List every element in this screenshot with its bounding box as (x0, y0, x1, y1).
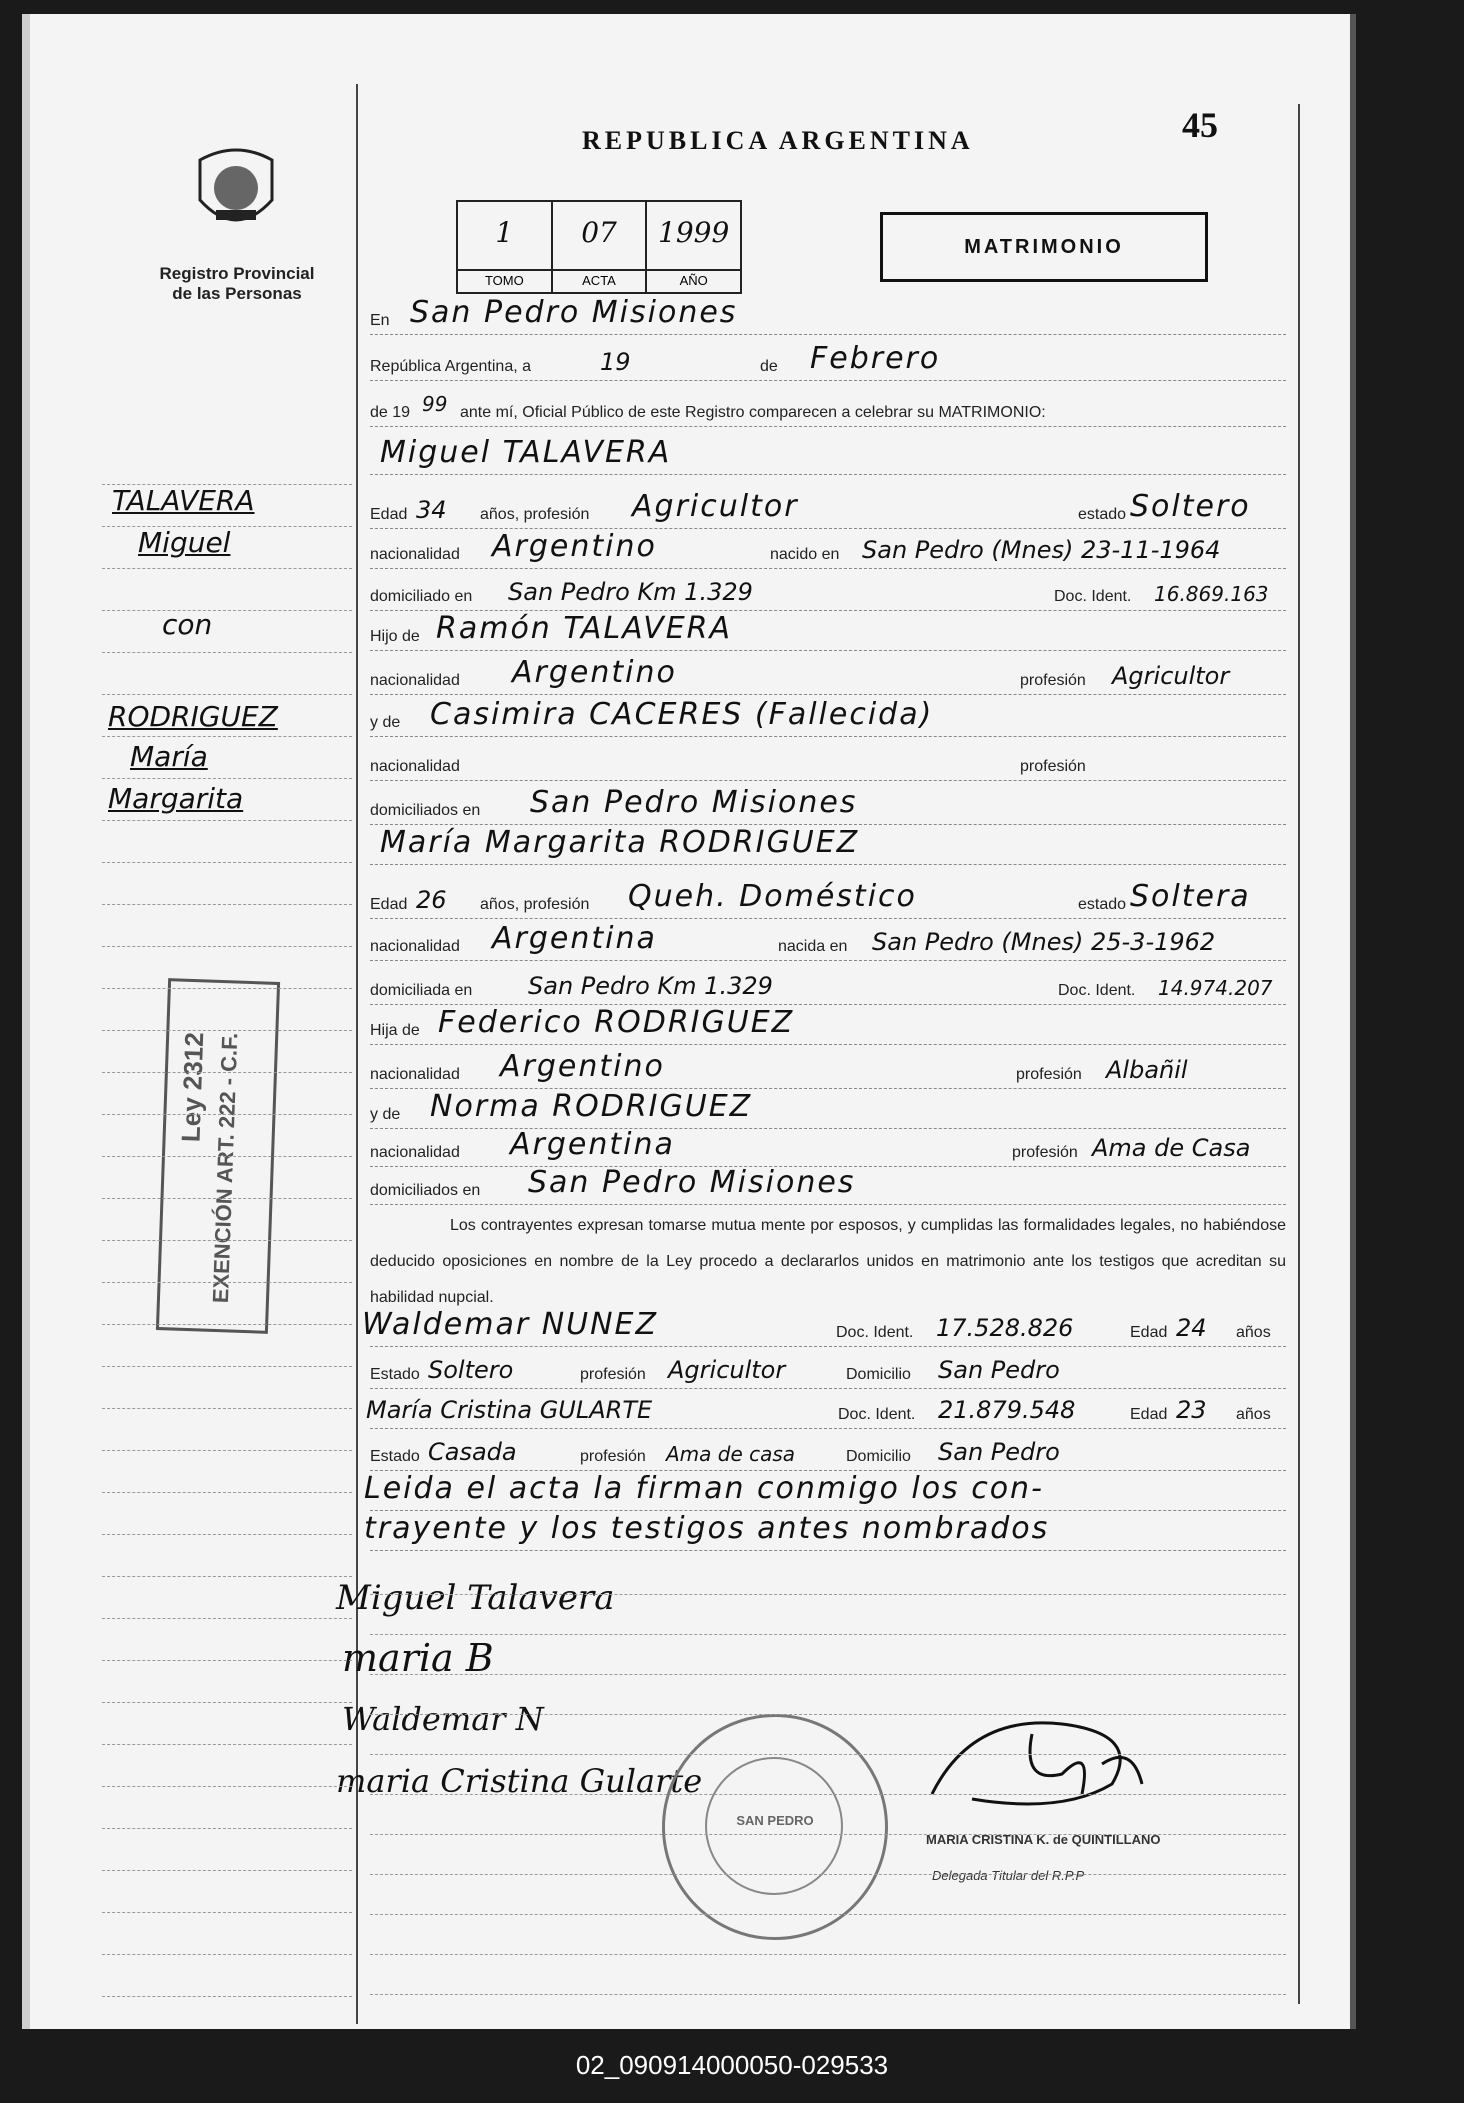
bride-address: San Pedro Km 1.329 (528, 972, 773, 1000)
bride-name-line (370, 824, 1286, 865)
signature-rule (370, 1994, 1286, 1995)
margin-rule (102, 904, 352, 905)
year-suffix: 99 (422, 392, 448, 416)
closing-line-1 (364, 1470, 1286, 1511)
groom-yde-label: y de (370, 714, 401, 731)
bride-edad-label: Edad (370, 896, 408, 913)
bride-father: Federico RODRIGUEZ (438, 1005, 795, 1040)
signature-rule (370, 1914, 1286, 1915)
bride-doc-label: Doc. Ident. (1058, 982, 1136, 999)
groom-edad-label: Edad (370, 506, 408, 523)
month-value: Febrero (810, 341, 941, 376)
closing-text-1: Leida el acta la firman conmigo los con- (364, 1471, 1044, 1506)
coat-of-arms-icon (190, 140, 282, 240)
bride-mother-profession: Ama de Casa (1092, 1134, 1251, 1162)
witness2-address: San Pedro (938, 1438, 1060, 1466)
bride-father-nac-label: nacionalidad (370, 1066, 460, 1083)
de-label: de (760, 358, 778, 375)
margin-rule (102, 526, 352, 527)
groom-nacido-label: nacido en (770, 546, 840, 563)
margin-rule (102, 1996, 352, 1997)
tomo-cell (458, 202, 553, 292)
margin-bride-name2: Margarita (108, 782, 244, 815)
groom-hijo-label: Hijo de (370, 628, 420, 645)
margin-rule (102, 820, 352, 821)
witness2-name: María Cristina GULARTE (366, 1396, 653, 1424)
republica-label: República Argentina, a (370, 358, 531, 375)
signature-rule (370, 1794, 1286, 1795)
witness1-prof-label: profesión (580, 1366, 646, 1383)
closing-line-2 (364, 1510, 1286, 1551)
bride-dom-label: domiciliada en (370, 982, 473, 999)
witness1-doc-label: Doc. Ident. (836, 1324, 914, 1341)
bride-mother-line (370, 1088, 1286, 1129)
groom-address-line (370, 570, 1286, 611)
margin-rule (102, 1324, 352, 1325)
groom-address: San Pedro Km 1.329 (508, 578, 753, 606)
bride-mother-nat-line (370, 1126, 1286, 1167)
groom-estado-label: estado (1078, 506, 1127, 523)
signature-rule (370, 1954, 1286, 1955)
bride-profesion-label: años, profesión (480, 896, 590, 913)
registry-line-2: de las Personas (172, 284, 302, 303)
margin-rule (102, 1828, 352, 1829)
witness1-edad-label: Edad (1130, 1324, 1168, 1341)
margin-rule (102, 1072, 352, 1073)
margin-rule (102, 652, 352, 653)
margin-rule (102, 1576, 352, 1577)
groom-full-name: Miguel TALAVERA (380, 435, 672, 470)
witness1-status: Soltero (428, 1356, 514, 1384)
groom-nationality-line (370, 528, 1286, 569)
book-spine (22, 14, 30, 2029)
statement: ante mí, Oficial Público de este Registro comparecen a celebrar su MATRIMONIO: (460, 404, 1046, 421)
margin-rule (102, 1450, 352, 1451)
groom-status: Soltero (1130, 489, 1251, 524)
groom-doc-label: Doc. Ident. (1054, 588, 1132, 605)
groom-father-nationality: Argentino (512, 655, 677, 690)
margin-rule (102, 1618, 352, 1619)
margin-rule (102, 1156, 352, 1157)
witness1-estado-label: Estado (370, 1366, 420, 1383)
bride-age-line (370, 878, 1286, 919)
margin-rule (102, 1786, 352, 1787)
groom-father-nac-label: nacionalidad (370, 672, 460, 689)
bride-birth: San Pedro (Mnes) 25-3-1962 (872, 928, 1216, 956)
groom-age: 34 (416, 496, 447, 524)
bride-nac-label: nacionalidad (370, 938, 460, 955)
bride-nacida-label: nacida en (778, 938, 848, 955)
date-line (370, 340, 1286, 381)
bride-mother-prof-label: profesión (1012, 1144, 1078, 1161)
witness2-line (366, 1388, 1286, 1429)
year-line (370, 386, 1286, 427)
margin-rule (102, 1954, 352, 1955)
groom-parents-dom-label: domiciliados en (370, 802, 481, 819)
margin-rule (102, 946, 352, 947)
groom-mother-nat-line (370, 740, 1286, 781)
margin-rule (102, 568, 352, 569)
margin-bride-surname: RODRIGUEZ (108, 700, 278, 733)
bride-nationality: Argentina (492, 921, 657, 956)
groom-mother-prof-label: profesión (1020, 758, 1086, 775)
signature-rule (370, 1594, 1286, 1595)
margin-rule (102, 1408, 352, 1409)
witness2-edad-label: Edad (1130, 1406, 1168, 1423)
witness2-status: Casada (428, 1438, 517, 1466)
witness2-profession: Ama de casa (666, 1442, 796, 1466)
groom-birth: San Pedro (Mnes) 23-11-1964 (862, 536, 1221, 564)
acta-label: ACTA (553, 269, 646, 288)
ano-label: AÑO (647, 269, 740, 288)
bride-status: Soltera (1130, 879, 1251, 914)
groom-nac-label: nacionalidad (370, 546, 460, 563)
margin-rule (102, 610, 352, 611)
registry-seal (662, 1714, 888, 1940)
bride-profession: Queh. Doméstico (628, 879, 917, 914)
margin-rule (102, 694, 352, 695)
groom-name-line (370, 434, 1286, 475)
declaration-text: Los contrayentes expresan tomarse mutua mente por esposos, y cumplidas las formalidades legales, no habiéndose deducido oposiciones en nombre de la Ley procedo a declararlos unidos en matrimonio ante los testigos que acreditan su habilidad nupcial. (370, 1217, 1286, 1306)
place-line (370, 294, 1286, 335)
bride-parents-dom-label: domiciliados en (370, 1182, 481, 1199)
bride-age: 26 (416, 886, 447, 914)
day-value: 19 (600, 348, 631, 376)
witness2-estado-label: Estado (370, 1448, 420, 1465)
margin-rule (102, 484, 352, 485)
place-value: San Pedro Misiones (410, 295, 738, 330)
margin-rule (102, 1534, 352, 1535)
bride-address-line (370, 964, 1286, 1005)
margin-rule (102, 1492, 352, 1493)
bride-parents-address: San Pedro Misiones (528, 1165, 856, 1200)
groom-father-profession: Agricultor (1112, 662, 1230, 690)
witness1-name: Waldemar NUNEZ (362, 1307, 659, 1342)
bride-parents-address-line (370, 1164, 1286, 1205)
registry-name (142, 264, 332, 304)
bride-nationality-line (370, 920, 1286, 961)
witness2-anos-label: años (1236, 1406, 1271, 1423)
margin-groom-surname: TALAVERA (112, 484, 255, 517)
witness1-anos-label: años (1236, 1324, 1271, 1341)
witness1-line (362, 1306, 1286, 1347)
bride-doc: 14.974.207 (1158, 976, 1273, 1000)
witness1-detail-line (370, 1348, 1286, 1389)
margin-rule (102, 1912, 352, 1913)
margin-rule (102, 1870, 352, 1871)
margin-rule (102, 862, 352, 863)
groom-father-line (370, 610, 1286, 651)
official-role: Delegada Titular del R.P.P (932, 1868, 1085, 1883)
bride-mother-nationality: Argentina (510, 1127, 675, 1162)
witness1-profession: Agricultor (668, 1356, 786, 1384)
groom-mother-line (370, 696, 1286, 737)
margin-rule (102, 1702, 352, 1703)
signature-bride: maria B (342, 1636, 494, 1680)
tomo-label: TOMO (458, 269, 551, 288)
witness2-prof-label: profesión (580, 1448, 646, 1465)
margin-rule (102, 778, 352, 779)
registry-line-1: Registro Provincial (159, 264, 315, 283)
margin-rule (102, 1366, 352, 1367)
witness2-doc: 21.879.548 (938, 1396, 1076, 1424)
groom-parents-address: San Pedro Misiones (530, 785, 858, 820)
groom-dom-label: domiciliado en (370, 588, 473, 605)
witness2-dom-label: Domicilio (846, 1448, 911, 1465)
bride-yde-label: y de (370, 1106, 401, 1123)
ano-value: 1999 (658, 216, 730, 249)
bride-full-name: María Margarita RODRIGUEZ (380, 825, 860, 860)
signature-witness2: maria Cristina Gularte (336, 1762, 703, 1800)
signature-rule (370, 1714, 1286, 1715)
page-title: REPUBLICA ARGENTINA (582, 126, 974, 155)
margin-rule (102, 1198, 352, 1199)
signature-rule (370, 1834, 1286, 1835)
witness1-doc: 17.528.826 (936, 1314, 1074, 1342)
margin-rule (102, 1030, 352, 1031)
groom-age-line (370, 488, 1286, 529)
bride-father-nationality: Argentino (500, 1049, 665, 1084)
margin-con: con (162, 608, 213, 641)
witness1-dom-label: Domicilio (846, 1366, 911, 1383)
stamp-exemption: EXENCIÓN ART. 222 - C.F. (207, 1032, 243, 1304)
closing-text-2: trayente y los testigos antes nombrados (364, 1511, 1050, 1546)
margin-groom-name: Miguel (138, 526, 231, 559)
groom-nationality: Argentino (492, 529, 657, 564)
bride-father-nat-line (370, 1048, 1286, 1089)
bride-father-prof-label: profesión (1016, 1066, 1082, 1083)
groom-parents-address-line (370, 784, 1286, 825)
tomo-value: 1 (495, 216, 514, 249)
right-border (1298, 104, 1300, 2004)
witness1-age: 24 (1176, 1314, 1207, 1342)
document-type-box: MATRIMONIO (880, 212, 1208, 282)
groom-father: Ramón TALAVERA (436, 611, 733, 646)
signature-rule (370, 1874, 1286, 1875)
groom-mother-nac-label: nacionalidad (370, 758, 460, 775)
margin-rule (102, 1660, 352, 1661)
groom-profesion-label: años, profesión (480, 506, 590, 523)
groom-father-prof-label: profesión (1020, 672, 1086, 689)
groom-mother: Casimira CACERES (Fallecida) (430, 697, 934, 732)
margin-rule (102, 736, 352, 737)
bride-hija-label: Hija de (370, 1022, 420, 1039)
signature-groom: Miguel Talavera (336, 1578, 615, 1618)
footer-code: 02_090914000050-029533 (575, 2050, 889, 2080)
acta-cell (553, 202, 648, 292)
bride-mother: Norma RODRIGUEZ (430, 1089, 753, 1124)
registry-box (456, 200, 742, 294)
witness1-address: San Pedro (938, 1356, 1060, 1384)
margin-rule (102, 1240, 352, 1241)
official-name: MARIA CRISTINA K. de QUINTILLANO (926, 1832, 1161, 1847)
signature-rule (370, 1634, 1286, 1635)
year-prefix: de 19 (370, 404, 411, 421)
bride-estado-label: estado (1078, 896, 1127, 913)
margin-rule (102, 988, 352, 989)
official-signature-icon (912, 1704, 1172, 1824)
folio-number: 45 (1182, 105, 1218, 145)
stamp-law: Ley 2312 (175, 1031, 210, 1143)
acta-value: 07 (581, 216, 617, 249)
margin-bride-name1: María (130, 740, 208, 773)
witness2-detail-line (370, 1430, 1286, 1471)
witness2-doc-label: Doc. Ident. (838, 1406, 916, 1423)
bride-father-line (370, 1004, 1286, 1045)
margin-rule (102, 1114, 352, 1115)
groom-profession: Agricultor (632, 489, 799, 524)
witness2-age: 23 (1176, 1396, 1207, 1424)
signature-witness1: Waldemar N (342, 1700, 544, 1738)
en-label: En (370, 312, 390, 329)
groom-father-nat-line (370, 654, 1286, 695)
bride-mother-nac-label: nacionalidad (370, 1144, 460, 1161)
margin-rule (102, 1744, 352, 1745)
groom-doc: 16.869.163 (1154, 582, 1269, 606)
signature-rule (370, 1674, 1286, 1675)
margin-rule (102, 1282, 352, 1283)
signature-rule (370, 1754, 1286, 1755)
bride-father-profession: Albañil (1106, 1056, 1188, 1084)
record-page (22, 14, 1356, 2029)
ano-cell (647, 202, 740, 292)
seal-text: SAN PEDRO (736, 1813, 814, 1828)
